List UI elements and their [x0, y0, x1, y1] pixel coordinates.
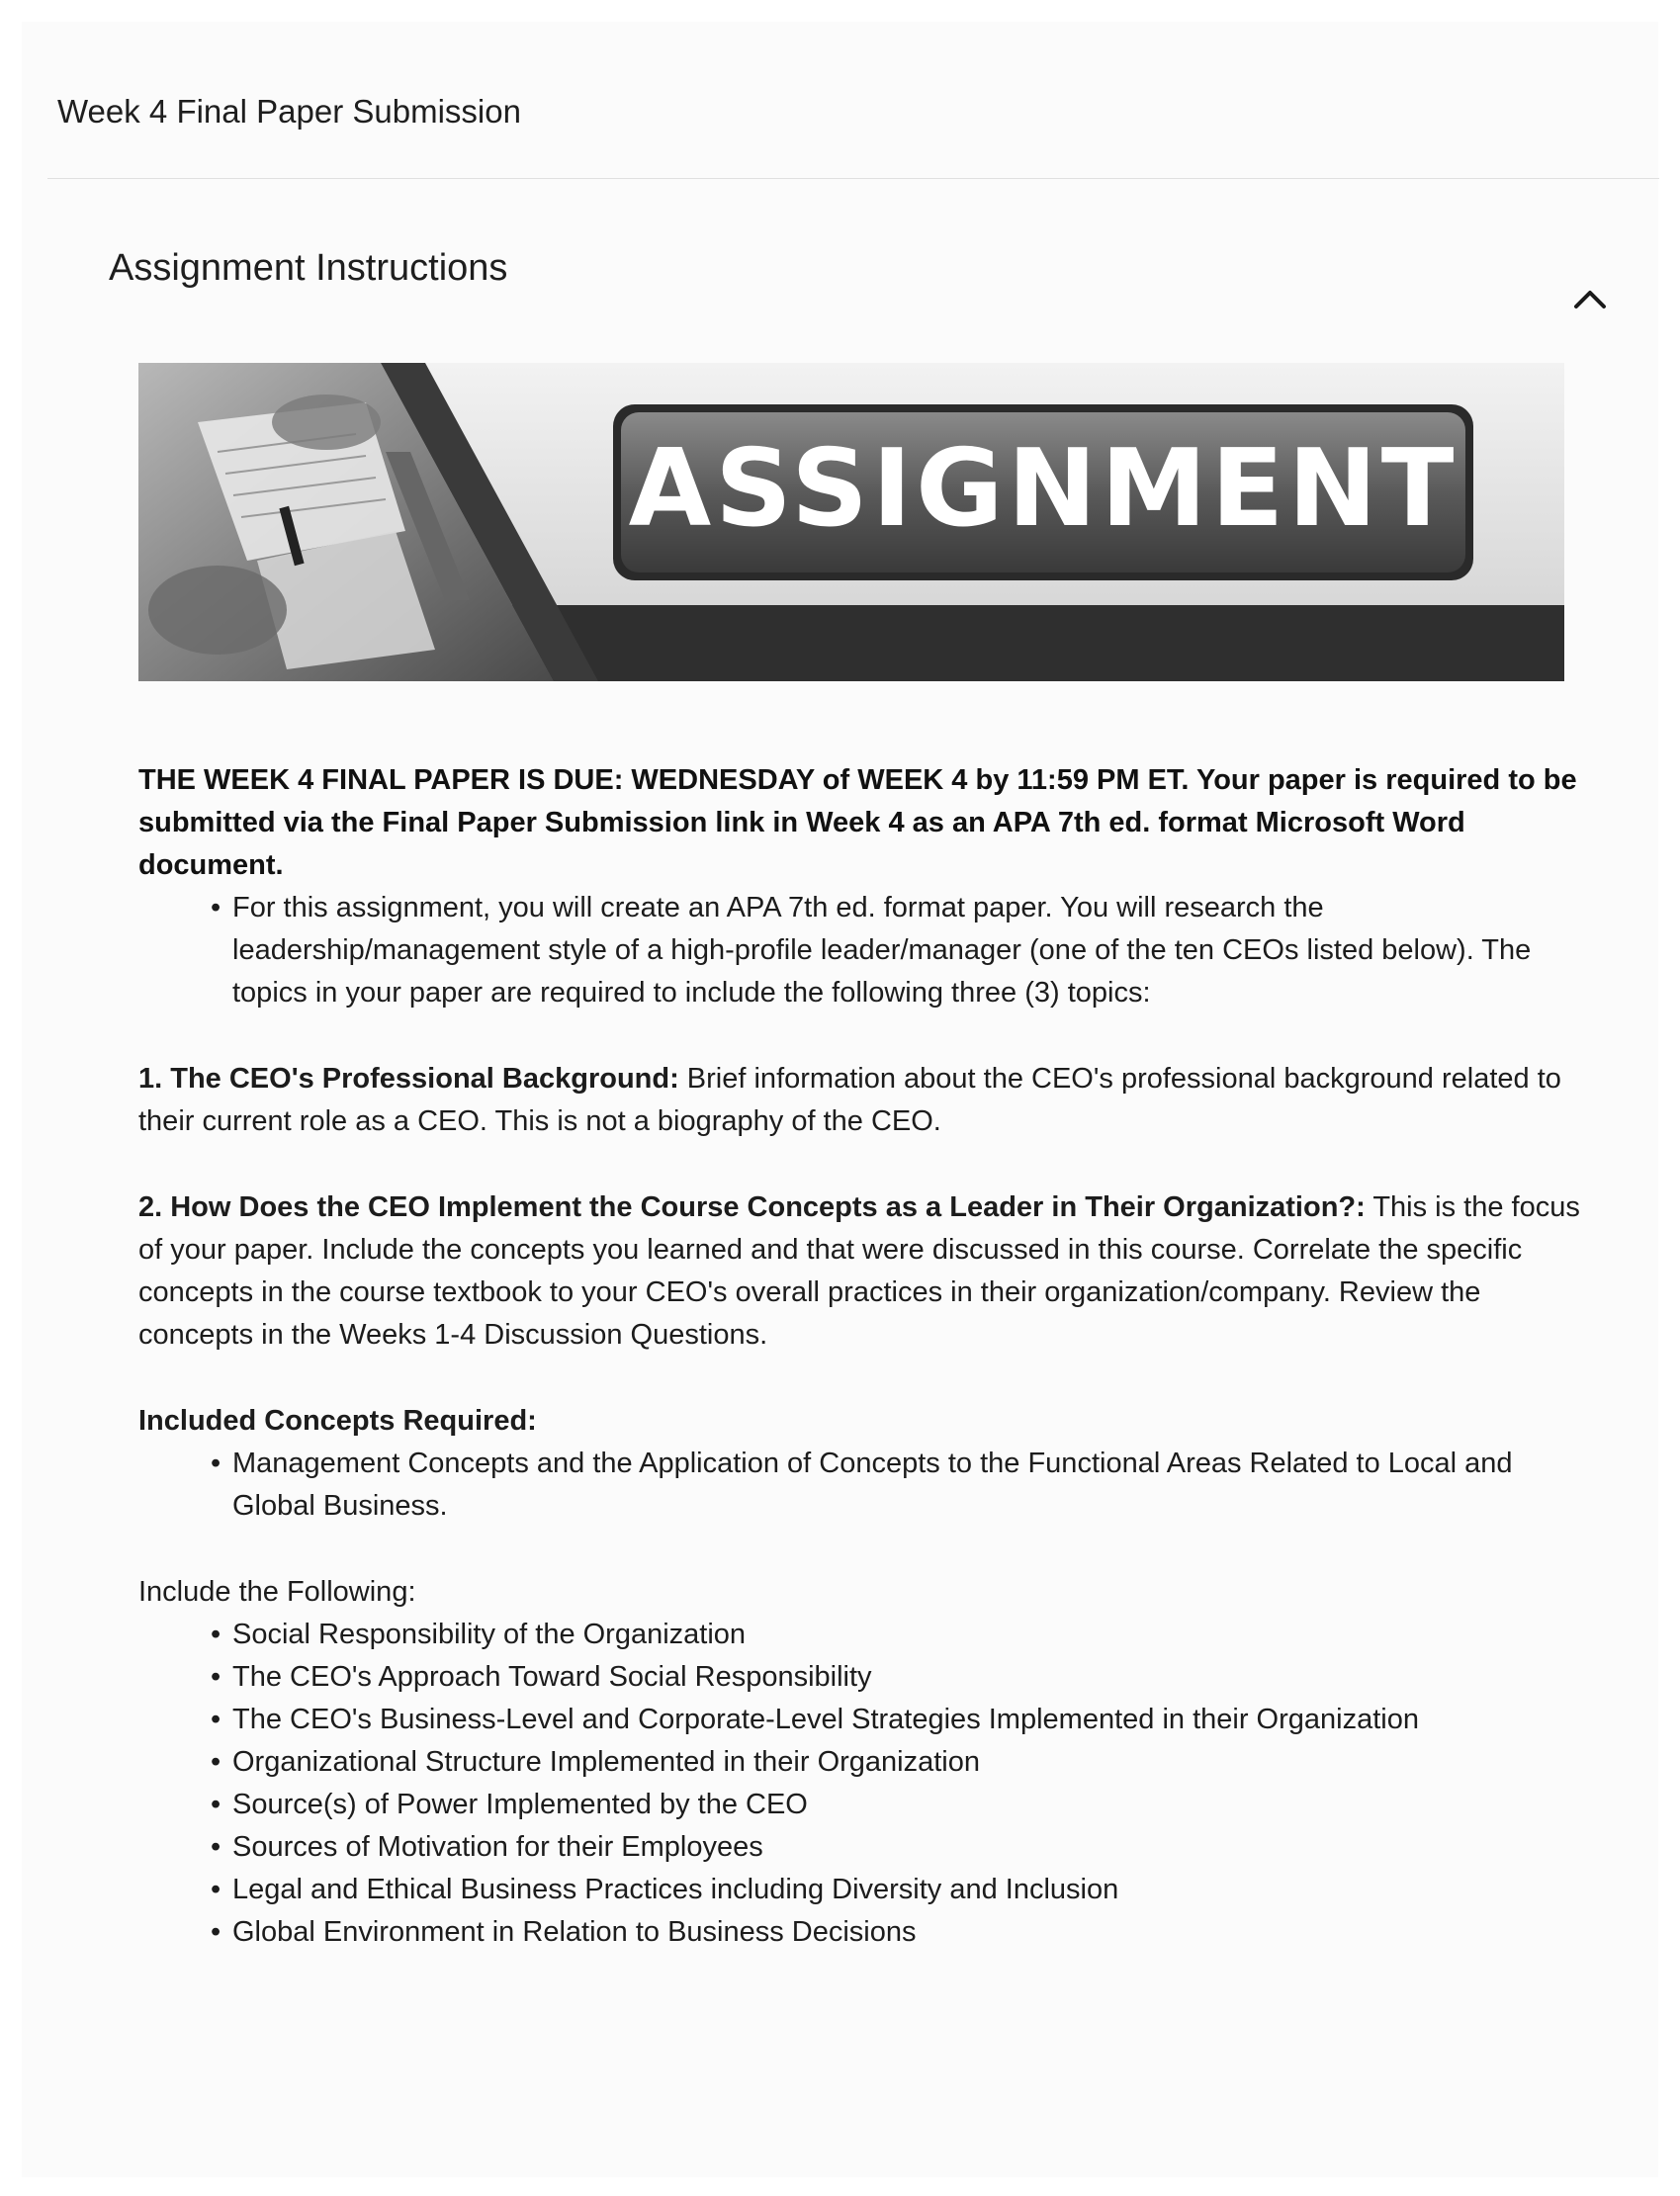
- list-item: • Global Environment in Relation to Business Decisions: [232, 1911, 1592, 1954]
- topic-1-heading: 1. The CEO's Professional Background:: [138, 1063, 679, 1095]
- list-item: • Organizational Structure Implemented in their Organization: [232, 1741, 1592, 1784]
- page: [22, 22, 1658, 2177]
- list-item: • The CEO's Approach Toward Social Responsibility: [232, 1656, 1592, 1699]
- topic-2-heading: 2. How Does the CEO Implement the Course Concepts as a Leader in Their Organization?:: [138, 1191, 1366, 1223]
- topic-1-text: Brief information about the CEO's professional background related to their current role as a CEO. This is not a biography of the CEO.: [138, 1063, 1561, 1137]
- list-item: • Social Responsibility of the Organization: [232, 1614, 1592, 1656]
- list-item: • Sources of Motivation for their Employees: [232, 1826, 1592, 1869]
- concepts-heading: Included Concepts Required:: [138, 1405, 537, 1437]
- list-item: • Legal and Ethical Business Practices including Diversity and Inclusion: [232, 1869, 1592, 1911]
- banner-label: ASSIGNMENT: [628, 427, 1459, 551]
- topic-2-text: This is the focus of your paper. Include the concepts you learned and that were discussed in this course. Correlate the specific concepts in the course textbook to your CEO's overall practices in their organization/company. Review the concepts in the Weeks 1-4 Discussion Questions.: [138, 1191, 1580, 1351]
- collapse-button[interactable]: [1566, 277, 1614, 324]
- list-item: • For this assignment, you will create an APA 7th ed. format paper. You will research the leadership/management style of a high-profile leader/manager (one of the ten CEOs listed below). The topics in your paper are required to include the following three (3) topics:: [232, 887, 1592, 1014]
- topic-2: [138, 1186, 1592, 1357]
- due-statement: THE WEEK 4 FINAL PAPER IS DUE: WEDNESDAY of WEEK 4 by 11:59 PM ET. Your paper is required to be submitted via the Final Paper Submission link in Week 4 as an APA 7th ed. format Microsoft Word document.: [138, 764, 1577, 881]
- intro-list: [138, 887, 1592, 1014]
- include-heading: Include the Following:: [138, 1576, 416, 1608]
- chevron-up-icon: [1566, 277, 1614, 324]
- include-list: [138, 1614, 1592, 1954]
- concepts-list: [138, 1443, 1592, 1528]
- section-title: Assignment Instructions: [109, 247, 508, 289]
- topic-1: [138, 1058, 1592, 1143]
- instructions-content: [138, 759, 1592, 1954]
- list-item: • Source(s) of Power Implemented by the CEO: [232, 1784, 1592, 1826]
- assignment-banner: [138, 363, 1564, 681]
- list-item: • Management Concepts and the Application of Concepts to the Functional Areas Related to Local and Global Business.: [232, 1443, 1592, 1528]
- page-title: Week 4 Final Paper Submission: [57, 93, 521, 130]
- list-item: • The CEO's Business-Level and Corporate-Level Strategies Implemented in their Organization: [232, 1699, 1592, 1741]
- header-divider: [47, 178, 1659, 179]
